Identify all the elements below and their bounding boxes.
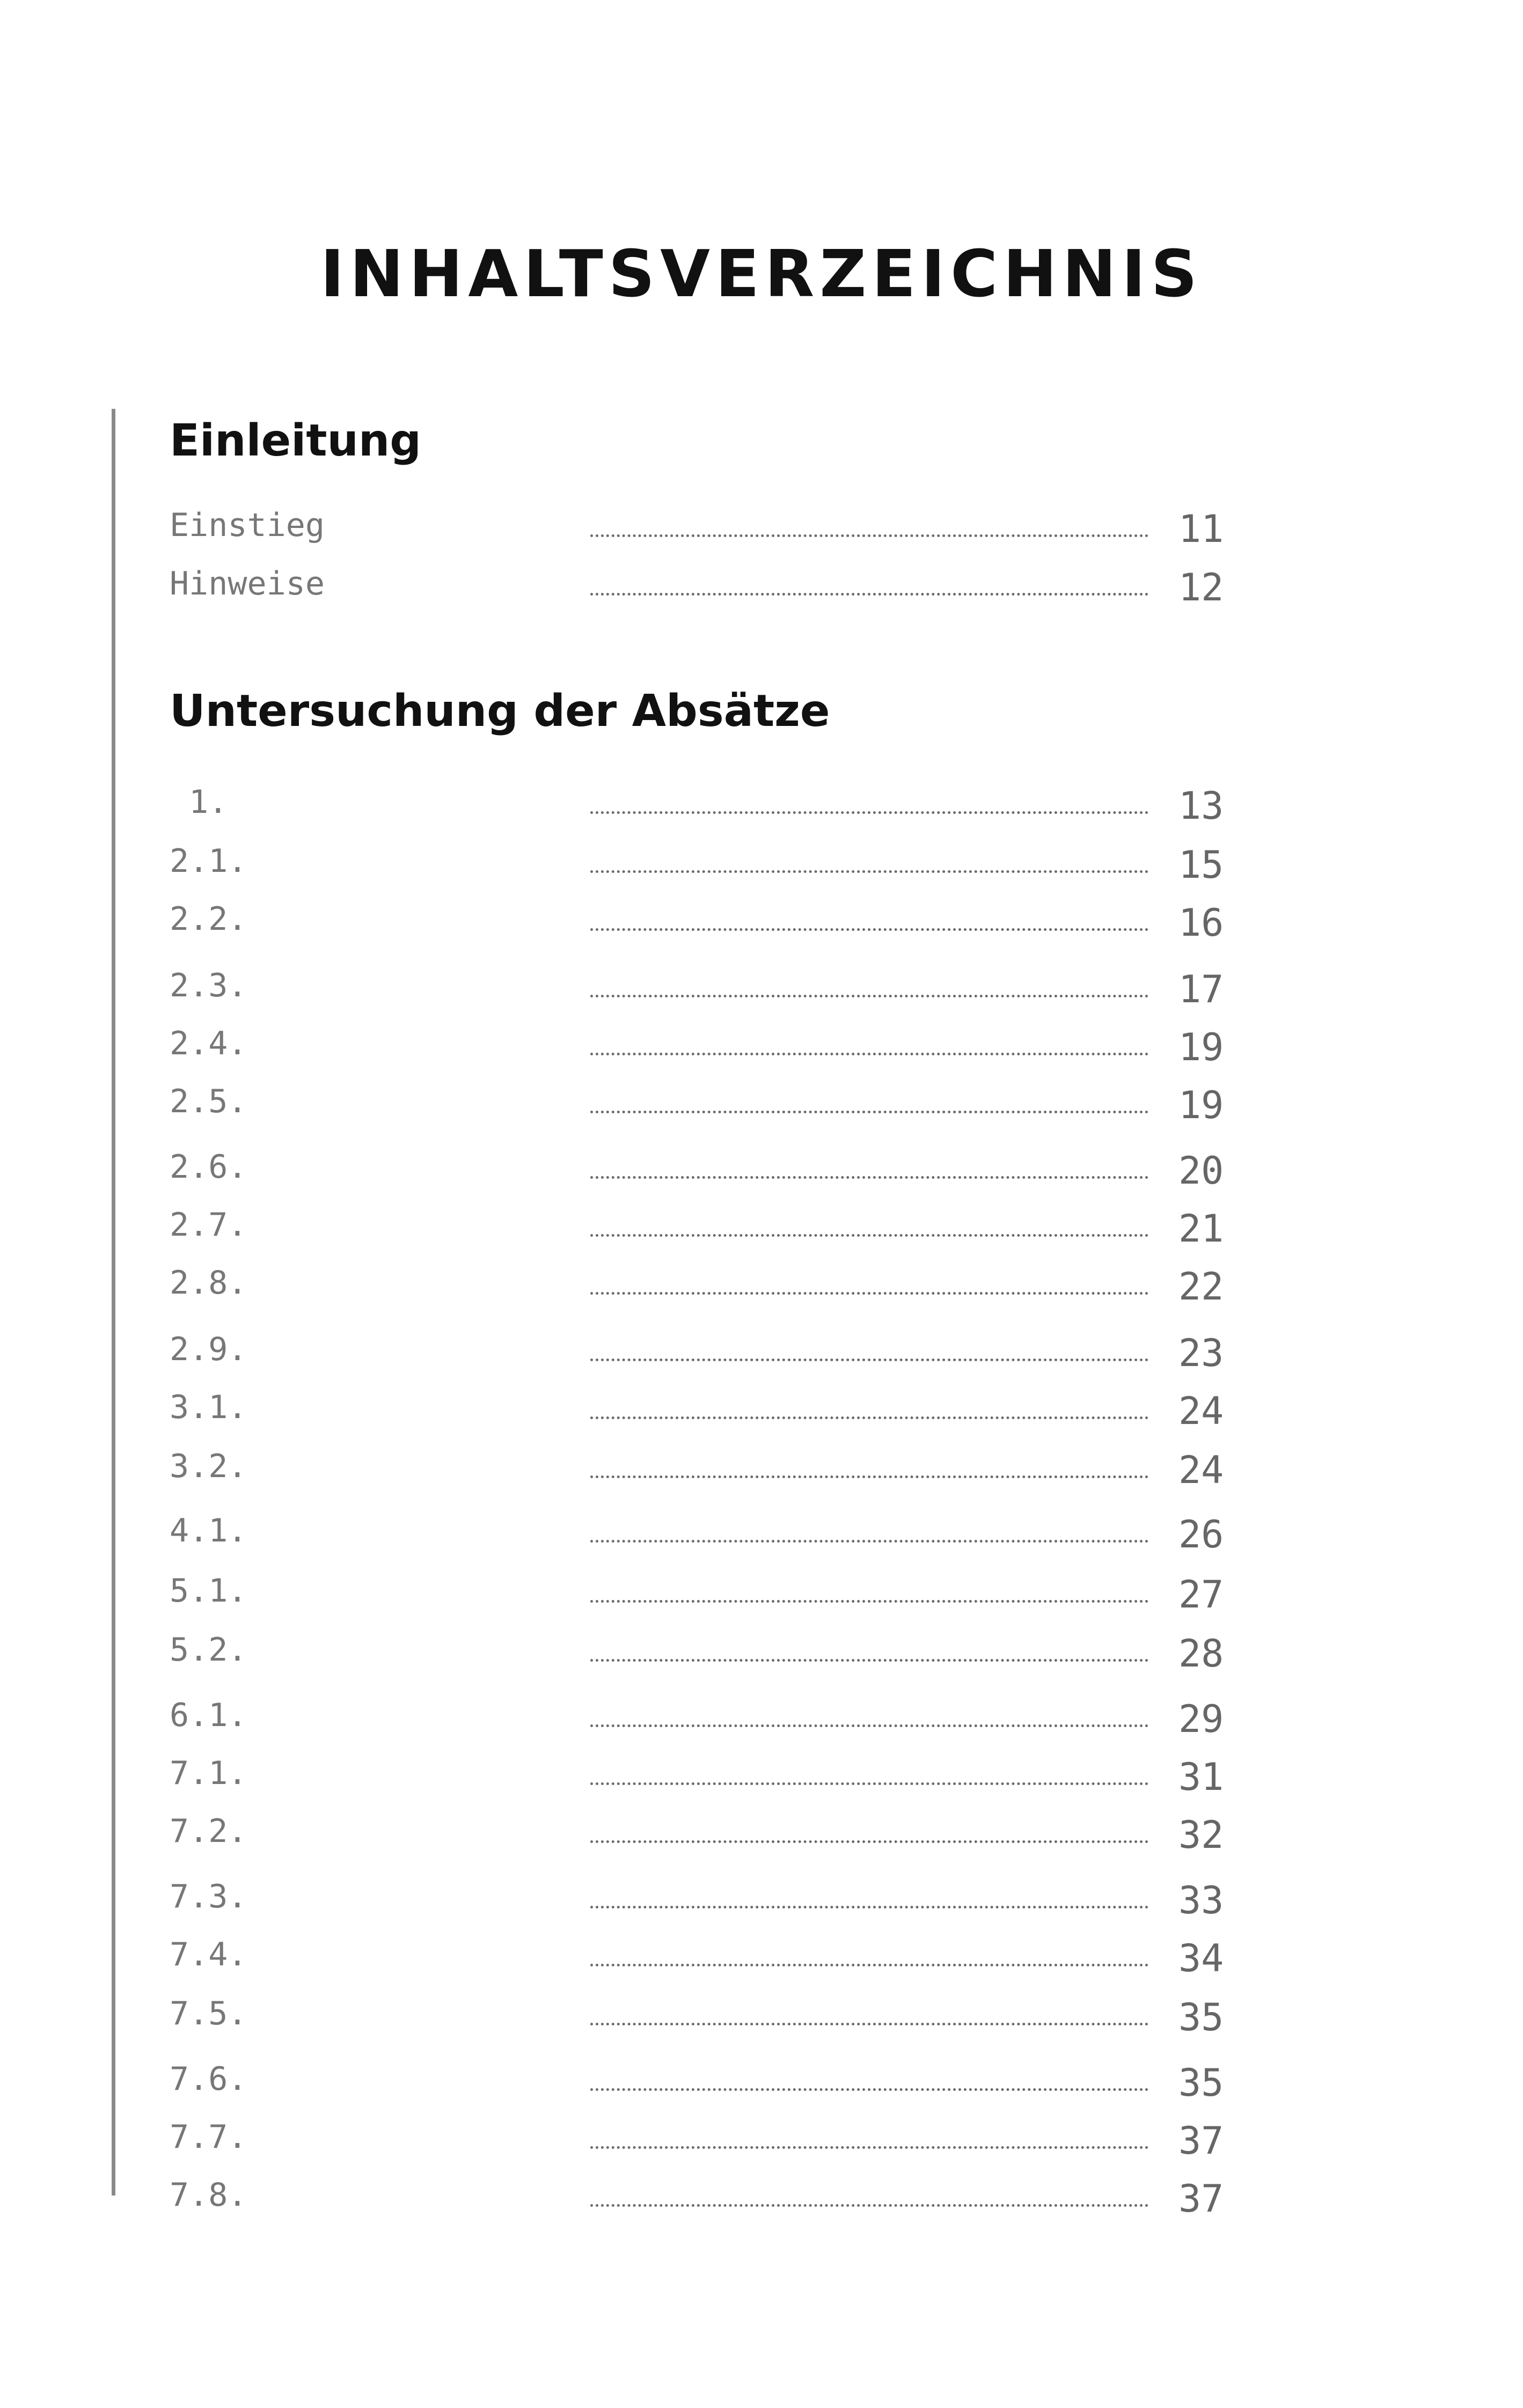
toc-entry-page-number: 19 bbox=[1178, 1025, 1224, 1069]
toc-entry bbox=[0, 967, 1523, 1010]
dot-leader bbox=[590, 534, 1148, 537]
dot-leader bbox=[590, 1724, 1148, 1727]
toc-entry-label: 2.9. bbox=[170, 1331, 247, 1368]
dot-leader bbox=[590, 1234, 1148, 1237]
toc-entry-label: 2.5. bbox=[170, 1083, 247, 1120]
toc-entry-label: 3.1. bbox=[170, 1389, 247, 1426]
toc-entry bbox=[0, 1878, 1523, 1921]
toc-entry bbox=[0, 2060, 1523, 2103]
toc-entry bbox=[0, 1389, 1523, 1431]
dot-leader bbox=[590, 1540, 1148, 1543]
toc-entry-label: 2.6. bbox=[170, 1148, 247, 1186]
dot-leader bbox=[590, 1292, 1148, 1295]
toc-entry-page-number: 28 bbox=[1178, 1632, 1224, 1676]
page-title: INHALTSVERZEICHNIS bbox=[320, 237, 1203, 312]
toc-entry bbox=[0, 900, 1523, 943]
toc-entry-page-number: 26 bbox=[1178, 1513, 1224, 1557]
toc-entry-label: 7.5. bbox=[170, 1995, 247, 2032]
toc-entry bbox=[0, 1697, 1523, 1739]
toc-entry bbox=[0, 1631, 1523, 1674]
toc-entry-page-number: 11 bbox=[1178, 507, 1224, 551]
toc-entry-page-number: 22 bbox=[1178, 1265, 1224, 1309]
toc-entry bbox=[0, 565, 1523, 608]
toc-entry-page-number: 35 bbox=[1178, 1995, 1224, 2039]
toc-entry-label: 2.1. bbox=[170, 842, 247, 880]
toc-entry-label: 6.1. bbox=[170, 1697, 247, 1734]
toc-entry-label: 7.4. bbox=[170, 1936, 247, 1973]
toc-entry bbox=[0, 1995, 1523, 2038]
toc-entry-label: 2.8. bbox=[170, 1264, 247, 1302]
dot-leader bbox=[590, 2146, 1148, 2149]
toc-entry bbox=[0, 1512, 1523, 1555]
section-heading: Untersuchung der Absätze bbox=[170, 686, 830, 737]
dot-leader bbox=[590, 870, 1148, 873]
toc-entry-page-number: 31 bbox=[1178, 1755, 1224, 1799]
toc-entry bbox=[0, 1331, 1523, 1374]
toc-entry-page-number: 13 bbox=[1178, 784, 1224, 828]
dot-leader bbox=[590, 928, 1148, 931]
dot-leader bbox=[590, 1840, 1148, 1843]
toc-entry-page-number: 16 bbox=[1178, 901, 1224, 945]
dot-leader bbox=[590, 1659, 1148, 1662]
toc-entry bbox=[0, 2118, 1523, 2161]
toc-entry-label: 3.2. bbox=[170, 1448, 247, 1485]
dot-leader bbox=[590, 1906, 1148, 1908]
dot-leader bbox=[590, 2088, 1148, 2091]
dot-leader bbox=[590, 1111, 1148, 1113]
toc-entry bbox=[0, 1936, 1523, 1979]
toc-entry-page-number: 24 bbox=[1178, 1389, 1224, 1433]
toc-entry-page-number: 37 bbox=[1178, 2119, 1224, 2163]
toc-entry-label: 7.2. bbox=[170, 1812, 247, 1850]
toc-entry bbox=[0, 1264, 1523, 1307]
toc-entry bbox=[0, 1148, 1523, 1191]
toc-entry bbox=[0, 1083, 1523, 1126]
toc-entry-label: 7.3. bbox=[170, 1878, 247, 1915]
toc-entry bbox=[0, 783, 1523, 826]
toc-entry-label: 7.1. bbox=[170, 1754, 247, 1792]
toc-entry bbox=[0, 1025, 1523, 1068]
toc-entry-page-number: 20 bbox=[1178, 1149, 1224, 1193]
toc-entry-label: 5.1. bbox=[170, 1572, 247, 1610]
toc-entry-page-number: 34 bbox=[1178, 1936, 1224, 1980]
toc-entry-page-number: 24 bbox=[1178, 1448, 1224, 1492]
dot-leader bbox=[590, 1416, 1148, 1419]
toc-entry-page-number: 32 bbox=[1178, 1813, 1224, 1857]
dot-leader bbox=[590, 1176, 1148, 1179]
toc-entry bbox=[0, 1206, 1523, 1249]
toc-entry bbox=[0, 1448, 1523, 1491]
dot-leader bbox=[590, 1475, 1148, 1478]
toc-entry-label: 5.2. bbox=[170, 1631, 247, 1669]
toc-entry-page-number: 29 bbox=[1178, 1697, 1224, 1741]
section-heading: Einleitung bbox=[170, 415, 421, 466]
toc-entry-label: 4.1. bbox=[170, 1512, 247, 1550]
dot-leader bbox=[590, 1600, 1148, 1603]
toc-entry-page-number: 21 bbox=[1178, 1207, 1224, 1251]
toc-entry-label: 2.3. bbox=[170, 967, 247, 1004]
dot-leader bbox=[590, 1782, 1148, 1785]
toc-entry-label: Hinweise bbox=[170, 565, 325, 603]
dot-leader bbox=[590, 811, 1148, 814]
toc-entry bbox=[0, 842, 1523, 885]
toc-entry-label: 1. bbox=[170, 783, 228, 821]
toc-entry-page-number: 37 bbox=[1178, 2177, 1224, 2221]
toc-entry-page-number: 19 bbox=[1178, 1083, 1224, 1127]
dot-leader bbox=[590, 1964, 1148, 1966]
toc-entry-label: 7.6. bbox=[170, 2060, 247, 2098]
toc-entry-page-number: 27 bbox=[1178, 1573, 1224, 1617]
toc-entry bbox=[0, 506, 1523, 549]
toc-entry-label: 7.7. bbox=[170, 2118, 247, 2156]
dot-leader bbox=[590, 1053, 1148, 1055]
toc-entry bbox=[0, 1754, 1523, 1797]
dot-leader bbox=[590, 995, 1148, 997]
toc-entry-page-number: 35 bbox=[1178, 2061, 1224, 2105]
toc-entry-page-number: 12 bbox=[1178, 566, 1224, 610]
dot-leader bbox=[590, 2204, 1148, 2207]
toc-entry-label: 2.2. bbox=[170, 900, 247, 938]
toc-entry-label: 2.4. bbox=[170, 1025, 247, 1062]
toc-entry-page-number: 33 bbox=[1178, 1878, 1224, 1922]
toc-entry-label: 2.7. bbox=[170, 1206, 247, 1244]
toc-entry-label: Einstieg bbox=[170, 506, 325, 544]
toc-entry bbox=[0, 1812, 1523, 1855]
toc-entry-page-number: 17 bbox=[1178, 967, 1224, 1011]
toc-entry-page-number: 15 bbox=[1178, 843, 1224, 887]
dot-leader bbox=[590, 1359, 1148, 1361]
toc-entry bbox=[0, 1572, 1523, 1615]
toc-entry-label: 7.8. bbox=[170, 2176, 247, 2214]
dot-leader bbox=[590, 2023, 1148, 2025]
toc-entry bbox=[0, 2176, 1523, 2219]
toc-entry-page-number: 23 bbox=[1178, 1331, 1224, 1375]
dot-leader bbox=[590, 593, 1148, 596]
